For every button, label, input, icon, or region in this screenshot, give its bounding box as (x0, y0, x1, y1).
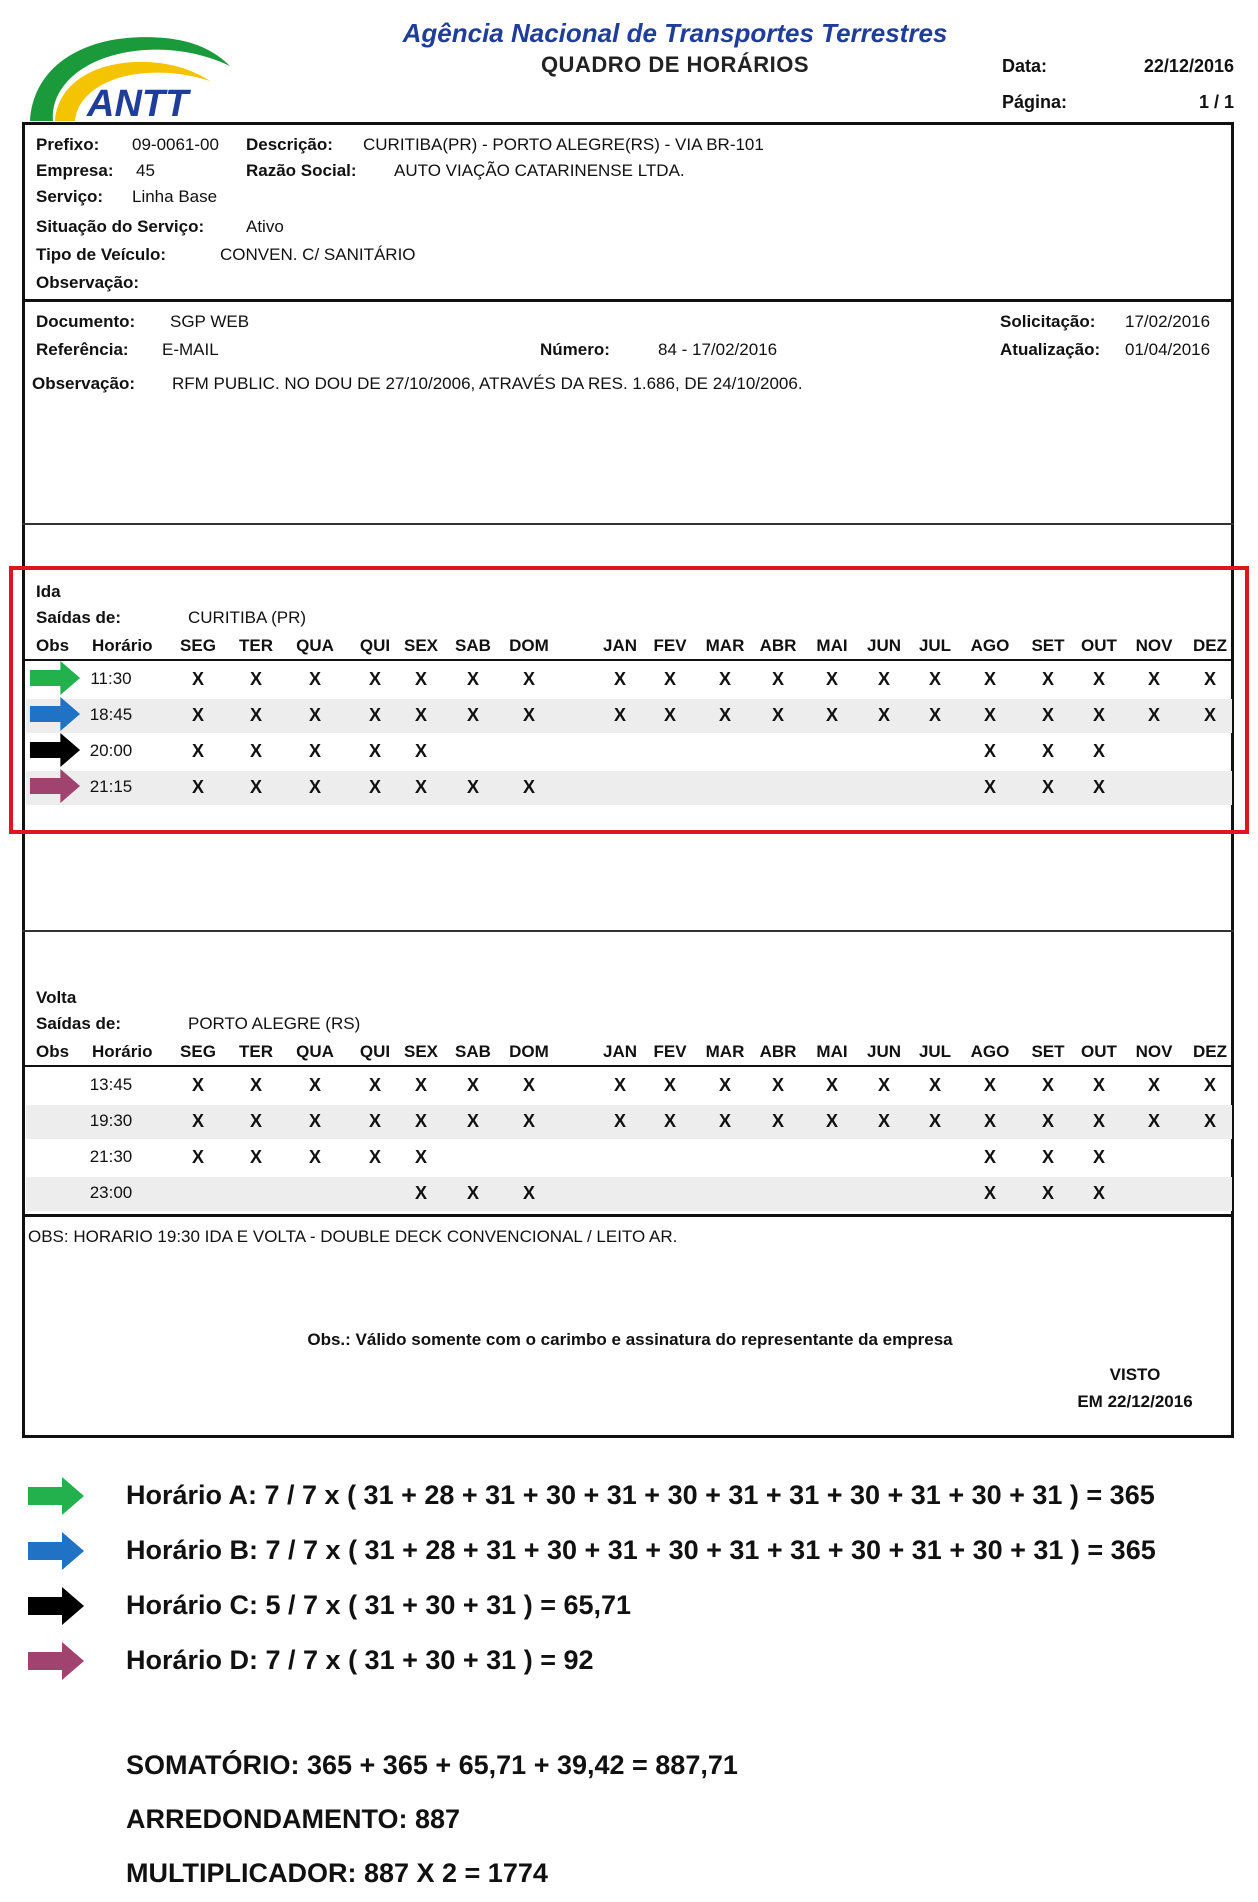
razao-label: Razão Social: (246, 161, 357, 180)
month-mark: X (1092, 777, 1105, 797)
tipo-value: CONVEN. C/ SANITÁRIO (220, 245, 416, 264)
valid-note: Obs.: Válido somente com o carimbo e assinatura do representante da empresa (307, 1330, 953, 1349)
time-cell: 13:45 (89, 1075, 133, 1094)
day-mark: X (308, 1075, 321, 1095)
divider (22, 299, 1234, 302)
month-mark: X (718, 669, 731, 689)
summary-arredondamento: ARREDONDAMENTO: 887 (126, 1804, 461, 1834)
month-mark: X (928, 669, 941, 689)
day-mark: X (249, 741, 262, 761)
col-header-sab: SAB (455, 636, 491, 655)
col-header-out: OUT (1081, 1042, 1117, 1061)
solicitacao-label: Solicitação: (1000, 312, 1096, 331)
col-header-dez: DEZ (1193, 1042, 1227, 1061)
col-header-ago: AGO (970, 1042, 1010, 1061)
col-header-ago: AGO (970, 636, 1010, 655)
col-header-dez: DEZ (1193, 636, 1227, 655)
month-mark: X (1147, 1075, 1160, 1095)
page-value: 1 / 1 (1198, 92, 1234, 112)
month-mark: X (718, 1075, 731, 1095)
day-mark: X (522, 1111, 535, 1131)
col-header-mar: MAR (705, 636, 745, 655)
situacao-value: Ativo (246, 217, 284, 236)
visto-date: EM 22/12/2016 (1077, 1392, 1193, 1411)
col-header-sab: SAB (455, 1042, 491, 1061)
month-mark: X (1041, 669, 1054, 689)
day-mark: X (249, 705, 262, 725)
month-mark: X (718, 705, 731, 725)
month-mark: X (1041, 705, 1054, 725)
day-mark: X (368, 669, 381, 689)
month-mark: X (1203, 1075, 1216, 1095)
day-mark: X (191, 777, 204, 797)
col-header-horario: Horário (92, 636, 153, 655)
month-mark: X (1041, 1075, 1054, 1095)
month-mark: X (1041, 1183, 1054, 1203)
day-mark: X (249, 1147, 262, 1167)
month-mark: X (613, 1111, 626, 1131)
month-mark: X (877, 669, 890, 689)
formula-line: Horário C: 5 / 7 x ( 31 + 30 + 31 ) = 65,71 (126, 1590, 632, 1620)
day-mark: X (466, 1111, 479, 1131)
divider (22, 1214, 1234, 1217)
col-header-nov: NOV (1135, 1042, 1173, 1061)
volta-title: Volta (36, 988, 77, 1007)
col-header-abr: ABR (759, 1042, 797, 1061)
col-header-ter: TER (239, 636, 273, 655)
month-mark: X (718, 1111, 731, 1131)
col-header-seg: SEG (180, 636, 216, 655)
formula-line: Horário D: 7 / 7 x ( 31 + 30 + 31 ) = 92 (126, 1645, 594, 1675)
col-header-qui: QUI (359, 636, 391, 655)
day-mark: X (191, 1075, 204, 1095)
month-mark: X (1147, 669, 1160, 689)
month-mark: X (613, 705, 626, 725)
volta-saidas-value: PORTO ALEGRE (RS) (188, 1014, 361, 1033)
col-header-abr: ABR (759, 636, 797, 655)
day-mark: X (368, 741, 381, 761)
month-mark: X (1092, 705, 1105, 725)
month-mark: X (1203, 705, 1216, 725)
visto-label: VISTO (1109, 1365, 1161, 1384)
month-mark: X (663, 1075, 676, 1095)
month-mark: X (1092, 1147, 1105, 1167)
referencia-value: E-MAIL (162, 340, 219, 359)
month-mark: X (771, 1111, 784, 1131)
time-cell: 20:00 (89, 741, 133, 760)
month-mark: X (1203, 1111, 1216, 1131)
documento-label: Documento: (36, 312, 136, 331)
numero-value: 84 - 17/02/2016 (658, 340, 778, 359)
prefixo-value: 09-0061-00 (132, 135, 219, 154)
month-mark: X (928, 705, 941, 725)
month-mark: X (771, 669, 784, 689)
day-mark: X (308, 1147, 321, 1167)
month-mark: X (771, 1075, 784, 1095)
atualizacao-value: 01/04/2016 (1125, 340, 1211, 359)
solicitacao-value: 17/02/2016 (1125, 312, 1211, 331)
col-header-mar: MAR (705, 1042, 745, 1061)
col-header-fev: FEV (653, 1042, 687, 1061)
month-mark: X (877, 1111, 890, 1131)
month-mark: X (983, 741, 996, 761)
time-cell: 23:00 (89, 1183, 133, 1202)
month-mark: X (1041, 1111, 1054, 1131)
month-mark: X (825, 1075, 838, 1095)
day-mark: X (522, 1183, 535, 1203)
empresa-value: 45 (136, 161, 155, 180)
documento-value: SGP WEB (170, 312, 250, 331)
col-header-mai: MAI (816, 1042, 848, 1061)
day-mark: X (522, 1075, 535, 1095)
servico-value: Linha Base (132, 187, 218, 206)
day-mark: X (414, 705, 427, 725)
col-header-seg: SEG (180, 1042, 216, 1061)
ida-saidas-value: CURITIBA (PR) (188, 608, 307, 627)
logo-text: ANTT (87, 83, 189, 124)
month-mark: X (1092, 669, 1105, 689)
volta-saidas-label: Saídas de: (36, 1014, 122, 1033)
observacao-label: Observação: (36, 273, 139, 292)
obs-note: OBS: HORARIO 19:30 IDA E VOLTA - DOUBLE DECK CONVENCIONAL / LEITO AR. (28, 1227, 678, 1246)
month-mark: X (1147, 1111, 1160, 1131)
month-mark: X (1092, 741, 1105, 761)
day-mark: X (466, 1183, 479, 1203)
day-mark: X (466, 705, 479, 725)
formula-line: Horário B: 7 / 7 x ( 31 + 28 + 31 + 30 + 31 + 30 + 31 + 31 + 30 + 31 + 30 + 31 ) = 365 (126, 1535, 1156, 1565)
month-mark: X (771, 705, 784, 725)
col-header-jan: JAN (602, 1042, 637, 1061)
date-value: 22/12/2016 (1143, 56, 1234, 76)
day-mark: X (308, 777, 321, 797)
day-mark: X (249, 1111, 262, 1131)
time-cell: 11:30 (90, 669, 132, 688)
time-cell: 21:15 (89, 777, 133, 796)
day-mark: X (522, 705, 535, 725)
month-mark: X (825, 1111, 838, 1131)
day-mark: X (308, 741, 321, 761)
day-mark: X (414, 1111, 427, 1131)
descricao-label: Descrição: (246, 135, 333, 154)
arrow-icon (28, 1587, 84, 1625)
col-header-jan: JAN (602, 636, 637, 655)
col-header-horario: Horário (92, 1042, 153, 1061)
month-mark: X (1041, 741, 1054, 761)
col-header-dom: DOM (509, 636, 549, 655)
col-header-jun: JUN (866, 636, 901, 655)
month-mark: X (983, 1147, 996, 1167)
day-mark: X (308, 1111, 321, 1131)
col-header-jun: JUN (866, 1042, 901, 1061)
day-mark: X (466, 1075, 479, 1095)
month-mark: X (825, 705, 838, 725)
month-mark: X (1041, 1147, 1054, 1167)
day-mark: X (191, 741, 204, 761)
col-header-mai: MAI (816, 636, 848, 655)
month-mark: X (983, 1183, 996, 1203)
prefixo-label: Prefixo: (36, 135, 100, 154)
situacao-label: Situação do Serviço: (36, 217, 205, 236)
col-header-dom: DOM (509, 1042, 549, 1061)
col-header-qui: QUI (359, 1042, 391, 1061)
highlight-box (9, 566, 1249, 834)
razao-value: AUTO VIAÇÃO CATARINENSE LTDA. (394, 161, 685, 180)
month-mark: X (983, 1111, 996, 1131)
antt-logo (25, 26, 235, 124)
month-mark: X (983, 705, 996, 725)
day-mark: X (249, 1075, 262, 1095)
day-mark: X (308, 705, 321, 725)
month-mark: X (983, 669, 996, 689)
col-header-set: SET (1031, 1042, 1065, 1061)
volta-header-line (22, 1065, 1234, 1067)
time-cell: 18:45 (89, 705, 133, 724)
day-mark: X (249, 669, 262, 689)
month-mark: X (613, 1075, 626, 1095)
time-cell: 21:30 (89, 1147, 133, 1166)
tipo-label: Tipo de Veículo: (36, 245, 167, 264)
ida-saidas-label: Saídas de: (36, 608, 122, 627)
arrow-icon (28, 1642, 84, 1680)
day-mark: X (249, 777, 262, 797)
summary-somatorio: SOMATÓRIO: 365 + 365 + 65,71 + 39,42 = 887,71 (126, 1750, 738, 1780)
month-mark: X (877, 705, 890, 725)
formula-line: Horário A: 7 / 7 x ( 31 + 28 + 31 + 30 + 31 + 30 + 31 + 31 + 30 + 31 + 30 + 31 ) = 365 (126, 1480, 1155, 1510)
numero-label: Número: (540, 340, 610, 359)
month-mark: X (877, 1075, 890, 1095)
month-mark: X (928, 1111, 941, 1131)
month-mark: X (1092, 1183, 1105, 1203)
divider (22, 523, 1234, 525)
empresa-label: Empresa: (36, 161, 114, 180)
month-mark: X (663, 1111, 676, 1131)
day-mark: X (368, 1075, 381, 1095)
doc-obs-value: RFM PUBLIC. NO DOU DE 27/10/2006, ATRAVÉS DA RES. 1.686, DE 24/10/2006. (172, 374, 803, 393)
month-mark: X (1203, 669, 1216, 689)
atualizacao-label: Atualização: (1000, 340, 1101, 359)
month-mark: X (1092, 1075, 1105, 1095)
day-mark: X (522, 669, 535, 689)
day-mark: X (191, 1111, 204, 1131)
month-mark: X (928, 1075, 941, 1095)
day-mark: X (414, 1183, 427, 1203)
day-mark: X (414, 777, 427, 797)
col-header-sex: SEX (403, 636, 439, 655)
day-mark: X (368, 1111, 381, 1131)
col-header-qua: QUA (296, 1042, 334, 1061)
date-label: Data: (1002, 56, 1048, 76)
time-cell: 19:30 (89, 1111, 133, 1130)
col-header-sex: SEX (403, 1042, 439, 1061)
col-header-jul: JUL (918, 1042, 952, 1061)
day-mark: X (191, 669, 204, 689)
day-mark: X (414, 1075, 427, 1095)
month-mark: X (663, 705, 676, 725)
ida-title: Ida (36, 582, 61, 601)
col-header-set: SET (1031, 636, 1065, 655)
day-mark: X (414, 669, 427, 689)
arrow-icon (28, 1477, 84, 1515)
page-title: QUADRO DE HORÁRIOS (540, 52, 810, 77)
page-label: Página: (1002, 92, 1068, 112)
day-mark: X (191, 1147, 204, 1167)
col-header-nov: NOV (1135, 636, 1173, 655)
col-header-fev: FEV (653, 636, 687, 655)
day-mark: X (414, 741, 427, 761)
day-mark: X (368, 777, 381, 797)
month-mark: X (663, 669, 676, 689)
month-mark: X (983, 777, 996, 797)
doc-obs-label: Observação: (32, 374, 135, 393)
col-header-ter: TER (239, 1042, 273, 1061)
month-mark: X (1147, 705, 1160, 725)
summary-multiplicador: MULTIPLICADOR: 887 X 2 = 1774 (126, 1858, 548, 1888)
servico-label: Serviço: (36, 187, 104, 206)
day-mark: X (414, 1147, 427, 1167)
agency-name: Agência Nacional de Transportes Terrestres (402, 18, 948, 48)
day-mark: X (308, 669, 321, 689)
day-mark: X (466, 669, 479, 689)
col-header-qua: QUA (296, 636, 334, 655)
month-mark: X (1041, 777, 1054, 797)
month-mark: X (983, 1075, 996, 1095)
col-header-jul: JUL (918, 636, 952, 655)
col-header-obs: Obs (36, 636, 70, 655)
arrow-icon (28, 1532, 84, 1570)
descricao-value: CURITIBA(PR) - PORTO ALEGRE(RS) - VIA BR-101 (363, 135, 764, 154)
day-mark: X (191, 705, 204, 725)
divider (22, 930, 1234, 932)
day-mark: X (368, 705, 381, 725)
col-header-out: OUT (1081, 636, 1117, 655)
month-mark: X (613, 669, 626, 689)
day-mark: X (368, 1147, 381, 1167)
day-mark: X (466, 777, 479, 797)
col-header-obs: Obs (36, 1042, 70, 1061)
month-mark: X (1092, 1111, 1105, 1131)
day-mark: X (522, 777, 535, 797)
month-mark: X (825, 669, 838, 689)
referencia-label: Referência: (36, 340, 129, 359)
